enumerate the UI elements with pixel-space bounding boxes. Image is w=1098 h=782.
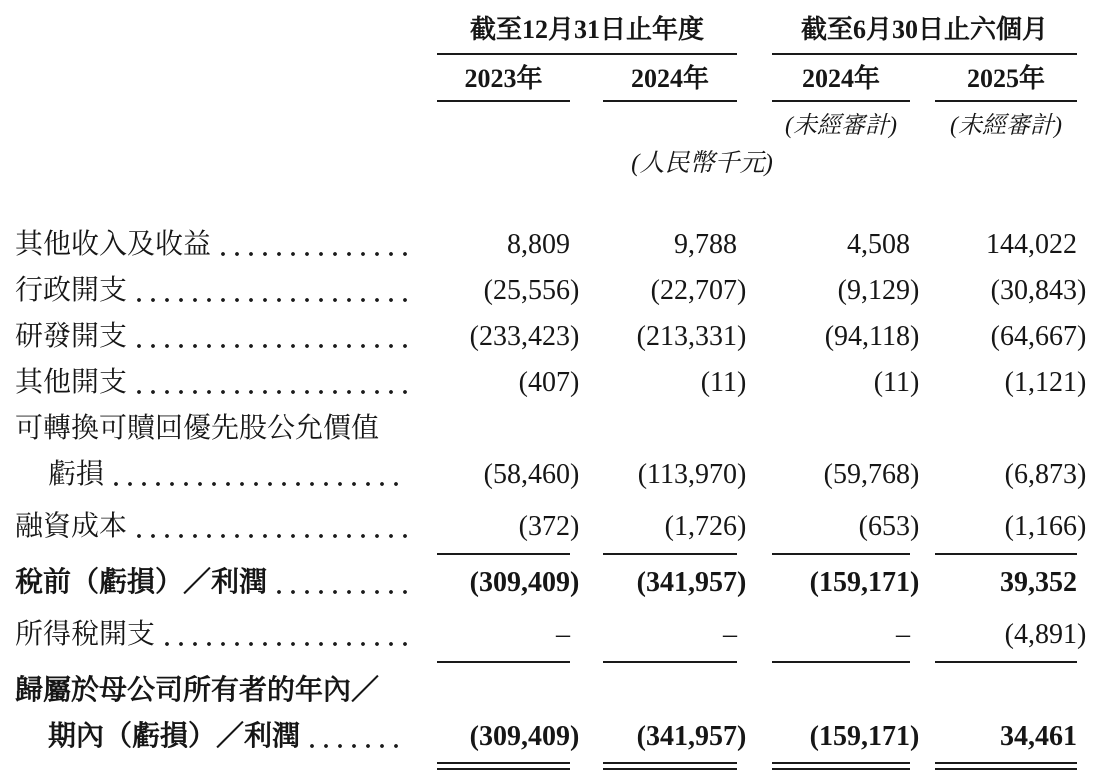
year-header-2023: 2023年: [437, 55, 570, 102]
cell-value: (1,726 ): [603, 497, 737, 555]
cell-value: (341,957 ): [636, 566, 747, 598]
row-label-text: 期內（虧損）／利潤: [48, 720, 301, 752]
row-label: [0, 713, 437, 759]
row-label: [0, 359, 437, 405]
cell-value: (653 ): [772, 497, 910, 555]
double-rule: [772, 762, 910, 770]
cell-value: (159,171 ): [809, 566, 920, 598]
row-label: [0, 267, 437, 313]
cell-value: (11 ): [700, 366, 747, 398]
cell-value: (30,843 ): [990, 274, 1087, 306]
row-label-text: 歸屬於母公司所有者的年內／: [15, 674, 380, 706]
cell-value: 39,352: [1000, 566, 1077, 598]
column-group-header-interim: 截至6月30日止六個月: [772, 14, 1077, 55]
row-label-text: 其他收入及收益: [15, 228, 212, 260]
cell-value: –: [437, 605, 570, 663]
row-label: [0, 221, 437, 267]
table-row: [0, 267, 1098, 313]
cell-value: (213,331 ): [636, 320, 747, 352]
table-row: [0, 221, 1098, 267]
header-body-spacer: [0, 179, 1098, 221]
cell-value: –: [772, 605, 910, 663]
table-row: [0, 359, 1098, 405]
year-header-2024: 2024年: [603, 55, 737, 102]
dot-leader: [137, 534, 408, 538]
row-label-text: 稅前（虧損）／利潤: [15, 566, 268, 598]
dot-leader: [221, 252, 408, 256]
dot-leader: [277, 590, 408, 594]
cell-value: 144,022: [986, 228, 1077, 260]
table-row: [0, 405, 1098, 451]
row-label: [0, 605, 437, 663]
double-rule: [603, 762, 737, 770]
row-label-text: 行政開支: [15, 274, 128, 306]
row-label-text: 虧損: [48, 458, 105, 490]
cell-value: (9,129 ): [837, 274, 920, 306]
row-label-text: 可轉換可贖回優先股公允價值: [15, 412, 380, 444]
cell-value: (94,118 ): [824, 320, 920, 352]
cell-value: (309,409 ): [469, 566, 580, 598]
row-label: [0, 451, 437, 497]
table-row: [0, 663, 1098, 713]
dot-leader: [114, 482, 408, 486]
cell-value: 8,809: [507, 228, 570, 260]
cell-value: (159,171 ): [809, 720, 920, 752]
cell-value: 9,788: [674, 228, 737, 260]
cell-value: (6,873 ): [1004, 458, 1087, 490]
double-rule: [935, 762, 1077, 770]
cell-value: (309,409 ): [469, 720, 580, 752]
cell-value: (22,707 ): [650, 274, 747, 306]
row-label: [0, 497, 437, 555]
dot-leader: [137, 390, 408, 394]
dot-leader: [310, 744, 408, 748]
cell-value: 34,461: [1000, 720, 1077, 752]
row-label-text: 研發開支: [15, 320, 128, 352]
table-row: [0, 713, 1098, 759]
column-group-header-annual: 截至12月31日止年度: [437, 14, 737, 55]
table-row: [0, 605, 1098, 663]
cell-value: (4,891 ): [935, 605, 1077, 663]
cell-value: (59,768 ): [823, 458, 920, 490]
year-header-2025-interim: 2025年: [935, 55, 1077, 102]
cell-value: (341,957 ): [636, 720, 747, 752]
dot-leader: [165, 642, 408, 646]
unaudited-note: (未經審計): [950, 113, 1062, 140]
cell-value: (113,970 ): [637, 458, 747, 490]
cell-value: 4,508: [847, 228, 910, 260]
dot-leader: [137, 298, 408, 302]
row-label: [0, 663, 437, 713]
income-statement-table: [0, 221, 1098, 776]
cell-value: (11 ): [873, 366, 920, 398]
table-row: [0, 497, 1098, 555]
cell-value: (372 ): [437, 497, 570, 555]
table-row: [0, 451, 1098, 497]
unaudited-note: (未經審計): [785, 113, 897, 140]
dot-leader: [137, 344, 408, 348]
cell-value: (58,460 ): [483, 458, 580, 490]
double-rule-row: [0, 759, 1098, 776]
cell-value: (64,667 ): [990, 320, 1087, 352]
row-label-text: 所得稅開支: [15, 618, 156, 650]
table-row: [0, 555, 1098, 605]
cell-value: (233,423 ): [469, 320, 580, 352]
cell-value: (25,556 ): [483, 274, 580, 306]
row-label: [0, 555, 437, 605]
row-label-text: 其他開支: [15, 366, 128, 398]
row-label: [0, 405, 437, 451]
row-label: [0, 313, 437, 359]
cell-value: (407 ): [518, 366, 580, 398]
row-label-text: 融資成本: [15, 510, 128, 542]
double-rule: [437, 762, 570, 770]
currency-unit-note: (人民幣千元): [631, 150, 773, 178]
cell-value: –: [603, 605, 737, 663]
table-header: [0, 14, 1098, 179]
cell-value: (1,166 ): [935, 497, 1077, 555]
table-row: [0, 313, 1098, 359]
year-header-2024-interim: 2024年: [772, 55, 910, 102]
cell-value: (1,121 ): [1004, 366, 1087, 398]
